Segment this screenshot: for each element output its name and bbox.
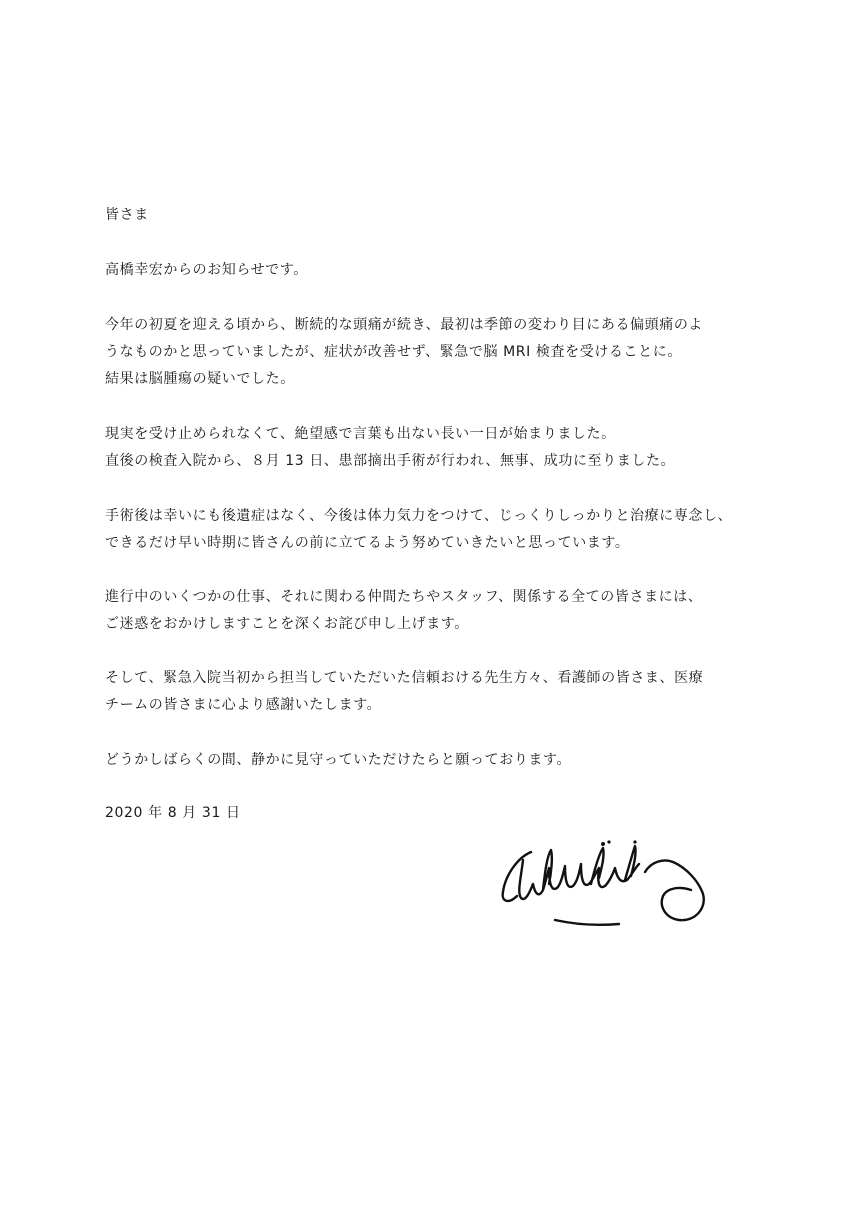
paragraph-line: 手術後は幸いにも後遺症はなく、今後は体力気力をつけて、じっくりしっかりと治療に専念し、: [105, 508, 733, 524]
handwritten-signature: [495, 838, 735, 938]
paragraph-line: ご迷惑をおかけしますことを深くお詫び申し上げます。: [105, 616, 469, 632]
paragraph-line: 今年の初夏を迎える頃から、断続的な頭痛が続き、最初は季節の変わり目にある偏頭痛のよ: [105, 317, 704, 333]
paragraph-line: うなものかと思っていましたが、症状が改善せず、緊急で脳 MRI 検査を受けることに。: [105, 344, 682, 360]
paragraph-line: チームの皆さまに心より感謝いたします。: [105, 697, 382, 713]
intro-line: 高橋幸宏からのお知らせです。: [105, 262, 308, 278]
paragraph-line: 進行中のいくつかの仕事、それに関わる仲間たちやスタッフ、関係する全ての皆さまには、: [105, 589, 703, 605]
closing-line: どうかしばらくの間、静かに見守っていただけたらと願っております。: [105, 752, 572, 768]
paragraph-line: 現実を受け止められなくて、絶望感で言葉も出ない長い一日が始まりました。: [105, 426, 616, 442]
salutation: 皆さま: [105, 207, 149, 223]
paragraph-line: 直後の検査入院から、８月 13 日、患部摘出手術が行われ、無事、成功に至りました。: [105, 453, 676, 469]
paragraph-line: できるだけ早い時期に皆さんの前に立てるよう努めていきたいと思っています。: [105, 535, 630, 551]
date-line: 2020 年 8 月 31 日: [105, 805, 241, 821]
paragraph-line: 結果は脳腫瘍の疑いでした。: [105, 371, 295, 387]
paragraph-line: そして、緊急入院当初から担当していただいた信頼おける先生方々、看護師の皆さま、医療: [105, 670, 704, 686]
